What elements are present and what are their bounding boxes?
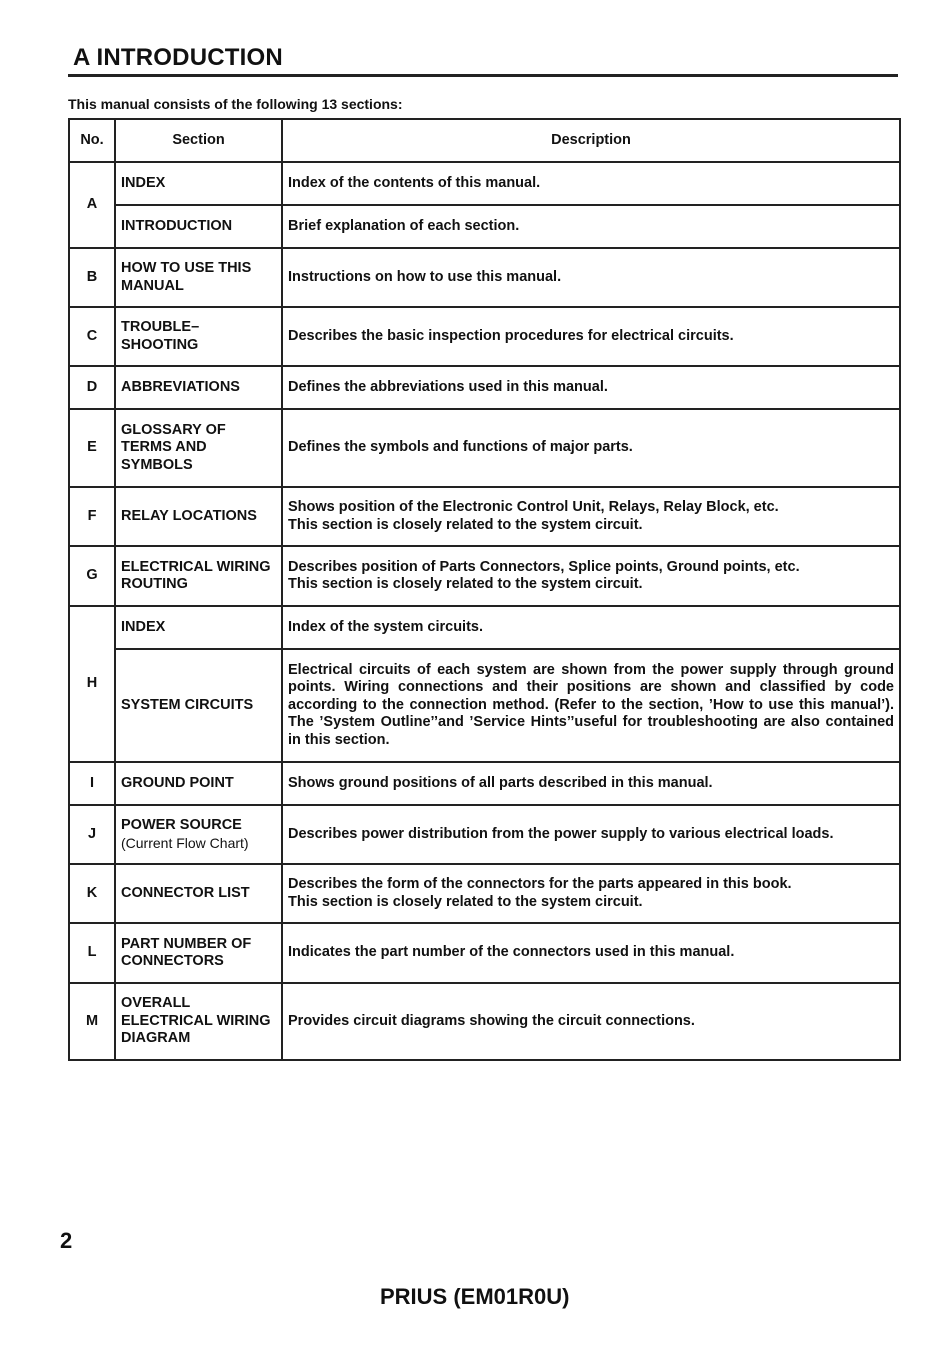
title-divider — [68, 74, 898, 77]
row-section: INDEX — [115, 162, 282, 205]
row-section: INDEX — [115, 606, 282, 649]
row-description: Electrical circuits of each system are shown from the power supply through ground points. Wiring connections and their positions are shown and classified by code according to the connection method. (Refer to the section, ’How to use this manual’). The ’System Outline’’and ’Service Hints’’useful for troubleshooting are also contained in this section. — [282, 649, 900, 762]
row-no: C — [69, 307, 115, 366]
table-row — [69, 162, 900, 205]
intro-text: This manual consists of the following 13 sections: — [68, 96, 403, 112]
row-section: GLOSSARY OF TERMS AND SYMBOLS — [115, 409, 282, 487]
table-row — [69, 487, 900, 546]
row-section: RELAY LOCATIONS — [115, 487, 282, 546]
row-description: Index of the contents of this manual. — [282, 162, 900, 205]
row-section-line: POWER SOURCE — [121, 817, 242, 833]
footer-model: PRIUS (EM01R0U) — [380, 1284, 570, 1309]
row-no: M — [69, 983, 115, 1060]
table-row — [69, 307, 900, 366]
page-number: 2 — [60, 1228, 73, 1253]
row-no: K — [69, 864, 115, 923]
row-description: Indicates the part number of the connectors used in this manual. — [282, 923, 900, 983]
row-description — [282, 546, 900, 606]
row-no: J — [69, 805, 115, 864]
row-description — [282, 864, 900, 923]
row-section: PART NUMBER OF CONNECTORS — [115, 923, 282, 983]
row-section-line: SHOOTING — [121, 336, 199, 353]
row-no: D — [69, 366, 115, 409]
row-section: ELECTRICAL WIRING ROUTING — [115, 546, 282, 606]
table-header-row — [69, 119, 900, 162]
row-section: CONNECTOR LIST — [115, 864, 282, 923]
table-row — [69, 983, 900, 1060]
row-no: B — [69, 248, 115, 307]
row-description: Describes the basic inspection procedures for electrical circuits. — [282, 307, 900, 366]
table-row — [69, 409, 900, 487]
column-header-section: Section — [115, 119, 282, 162]
table-row — [69, 923, 900, 983]
row-section: SYSTEM CIRCUITS — [115, 649, 282, 762]
row-section: GROUND POINT — [115, 762, 282, 805]
row-section — [115, 307, 282, 366]
row-no: I — [69, 762, 115, 805]
row-section — [115, 805, 282, 864]
row-description: Provides circuit diagrams showing the circuit connections. — [282, 983, 900, 1060]
row-description-line: This section is closely related to the system circuit. — [288, 576, 643, 592]
table-row — [69, 762, 900, 805]
row-description: Brief explanation of each section. — [282, 205, 900, 248]
row-section-line: TROUBLE– — [121, 319, 200, 335]
row-no: E — [69, 409, 115, 487]
table-row — [69, 649, 900, 762]
row-description-line: This section is closely related to the system circuit. — [288, 516, 643, 533]
row-section: OVERALL ELECTRICAL WIRING DIAGRAM — [115, 983, 282, 1060]
row-description-line: Shows position of the Electronic Control Unit, Relays, Relay Block, etc. — [288, 499, 779, 515]
row-no: G — [69, 546, 115, 606]
row-description: Describes power distribution from the power supply to various electrical loads. — [282, 805, 900, 864]
column-header-description: Description — [282, 119, 900, 162]
row-description-line: Describes position of Parts Connectors, Splice points, Ground points, etc. — [288, 558, 800, 575]
row-section: ABBREVIATIONS — [115, 366, 282, 409]
table-row — [69, 366, 900, 409]
table-row — [69, 248, 900, 307]
row-description-line: Describes the form of the connectors for the parts appeared in this book. — [288, 876, 792, 892]
table-row — [69, 864, 900, 923]
row-no: H — [69, 606, 115, 762]
table-row — [69, 205, 900, 248]
row-description: Index of the system circuits. — [282, 606, 900, 649]
row-description: Instructions on how to use this manual. — [282, 248, 900, 307]
row-section: HOW TO USE THIS MANUAL — [115, 248, 282, 307]
row-no: F — [69, 487, 115, 546]
sections-table — [68, 118, 901, 1061]
row-description-line: This section is closely related to the system circuit. — [288, 893, 643, 910]
row-description: Shows ground positions of all parts described in this manual. — [282, 762, 900, 805]
page-title: A INTRODUCTION — [73, 44, 283, 71]
row-description: Defines the abbreviations used in this manual. — [282, 366, 900, 409]
row-description: Defines the symbols and functions of major parts. — [282, 409, 900, 487]
row-description — [282, 487, 900, 546]
table-row — [69, 546, 900, 606]
row-section: INTRODUCTION — [115, 205, 282, 248]
table-row — [69, 805, 900, 864]
row-section-subtitle: (Current Flow Chart) — [121, 834, 249, 851]
row-no: A — [69, 162, 115, 248]
column-header-no: No. — [69, 119, 115, 162]
table-row — [69, 606, 900, 649]
row-no: L — [69, 923, 115, 983]
